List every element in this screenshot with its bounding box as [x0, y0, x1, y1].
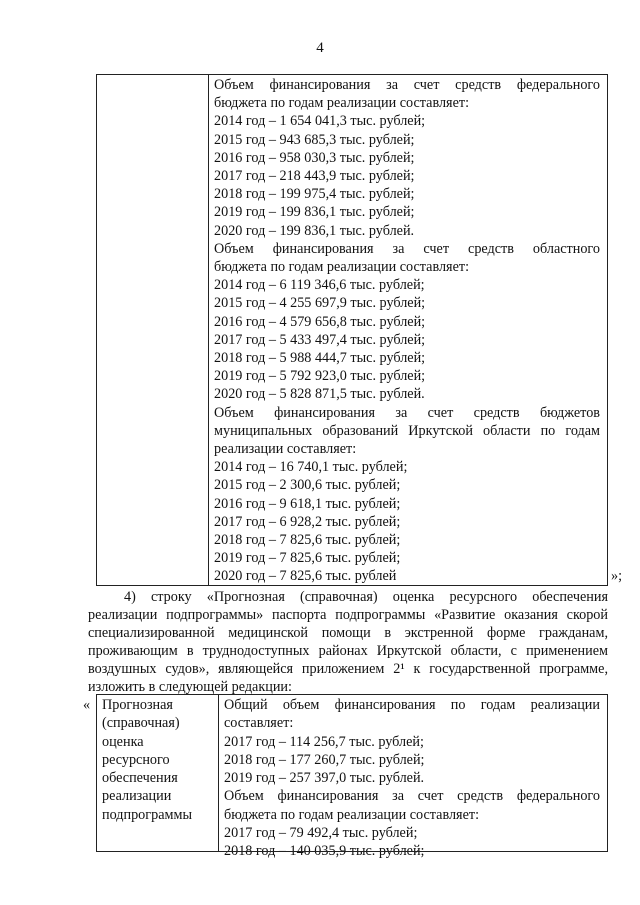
text-line: 2017 год – 79 492,4 тыс. рублей; — [224, 825, 418, 842]
paragraph-line: 4) строку «Прогнозная (справочная) оценка ресурсного обеспечения — [124, 589, 608, 605]
row-label-line: Прогнозная — [102, 697, 173, 713]
text-line: 2018 год – 7 825,6 тыс. рублей; — [214, 532, 401, 549]
paragraph-line: проживающим в труднодоступных районах Иркутской области, с применением — [88, 643, 608, 659]
text-line: 2018 год – 140 035,9 тыс. рублей; — [224, 843, 425, 860]
row-label-line: (справочная) — [102, 715, 180, 732]
row-label-line: подпрограммы — [102, 806, 192, 823]
funding-table-continued — [96, 74, 608, 586]
text-line: 2017 год – 114 256,7 тыс. рублей; — [224, 733, 424, 750]
text-line: 2017 год – 5 433 497,4 тыс. рублей; — [214, 331, 426, 348]
text-line: 2016 год – 958 030,3 тыс. рублей; — [214, 149, 415, 166]
text-line: 2019 год – 7 825,6 тыс. рублей; — [214, 550, 401, 567]
row-label-line: обеспечения — [102, 770, 178, 787]
paragraph-line: специализированной медицинской помощи в экстренной форме гражданам, — [88, 625, 608, 641]
text-line: муниципальных образований Иркутской области по годам — [214, 422, 600, 439]
text-line: 2017 год – 218 443,9 тыс. рублей; — [214, 168, 415, 185]
text-line: 2015 год – 2 300,6 тыс. рублей; — [214, 477, 401, 494]
paragraph-line: воздушных судов», являющейся приложением 2¹ к государственной программе, — [88, 661, 608, 677]
column-divider — [218, 695, 219, 852]
text-line: бюджета по годам реализации составляет: — [214, 259, 470, 276]
text-line: 2020 год – 7 825,6 тыс. рублей — [214, 568, 397, 585]
text-line: 2014 год – 1 654 041,3 тыс. рублей; — [214, 113, 426, 130]
text-line: 2014 год – 16 740,1 тыс. рублей; — [214, 459, 408, 476]
subprogram-resource-table — [96, 694, 608, 860]
text-line: 2017 год – 6 928,2 тыс. рублей; — [214, 513, 401, 530]
text-line: 2018 год – 5 988 444,7 тыс. рублей; — [214, 350, 426, 367]
text-line: 2016 год – 9 618,1 тыс. рублей; — [214, 495, 401, 512]
text-line: реализации составляет: — [214, 441, 357, 458]
paragraph-line: реализации подпрограммы» паспорта подпрограммы «Развитие оказания скорой — [88, 607, 608, 623]
row-label-line: оценка — [102, 733, 144, 750]
page-number: 4 — [316, 40, 324, 56]
row-label-line: реализации — [102, 788, 172, 805]
funding-details-cell — [224, 696, 600, 861]
row-label-line: ресурсного — [102, 751, 170, 768]
funding-details-cell — [214, 76, 600, 586]
text-line: составляет: — [224, 715, 294, 732]
opening-quote-mark: « — [83, 697, 91, 713]
amendment-paragraph — [88, 588, 608, 696]
paragraph-line: изложить в следующей редакции: — [88, 679, 292, 695]
text-line: 2019 год – 199 836,1 тыс. рублей; — [214, 204, 415, 221]
text-line: Объем финансирования за счет средств федерального — [224, 788, 600, 805]
text-line: бюджета по годам реализации составляет: — [224, 806, 480, 823]
text-line: 2020 год – 5 828 871,5 тыс. рублей. — [214, 386, 425, 403]
text-line: 2018 год – 177 260,7 тыс. рублей; — [224, 751, 425, 768]
text-line: Объем финансирования за счет средств бюджетов — [214, 404, 600, 421]
row-label-cell — [102, 696, 214, 824]
text-line: Объем финансирования за счет средств федерального — [214, 77, 600, 93]
text-line: 2018 год – 199 975,4 тыс. рублей; — [214, 186, 415, 203]
column-divider — [208, 75, 209, 585]
text-line: 2015 год – 943 685,3 тыс. рублей; — [214, 131, 415, 148]
text-line: Объем финансирования за счет средств областного — [214, 240, 600, 257]
text-line: 2019 год – 257 397,0 тыс. рублей. — [224, 770, 425, 787]
text-line: 2016 год – 4 579 656,8 тыс. рублей; — [214, 313, 426, 330]
text-line: 2015 год – 4 255 697,9 тыс. рублей; — [214, 295, 426, 312]
text-line: 2019 год – 5 792 923,0 тыс. рублей; — [214, 368, 426, 385]
closing-quote-mark: »; — [611, 568, 623, 584]
text-line: 2014 год – 6 119 346,6 тыс. рублей; — [214, 277, 425, 294]
text-line: бюджета по годам реализации составляет: — [214, 95, 470, 112]
page-bottom-rule — [96, 851, 608, 852]
text-line: 2020 год – 199 836,1 тыс. рублей. — [214, 222, 415, 239]
text-line: Общий объем финансирования по годам реализации — [224, 697, 600, 713]
